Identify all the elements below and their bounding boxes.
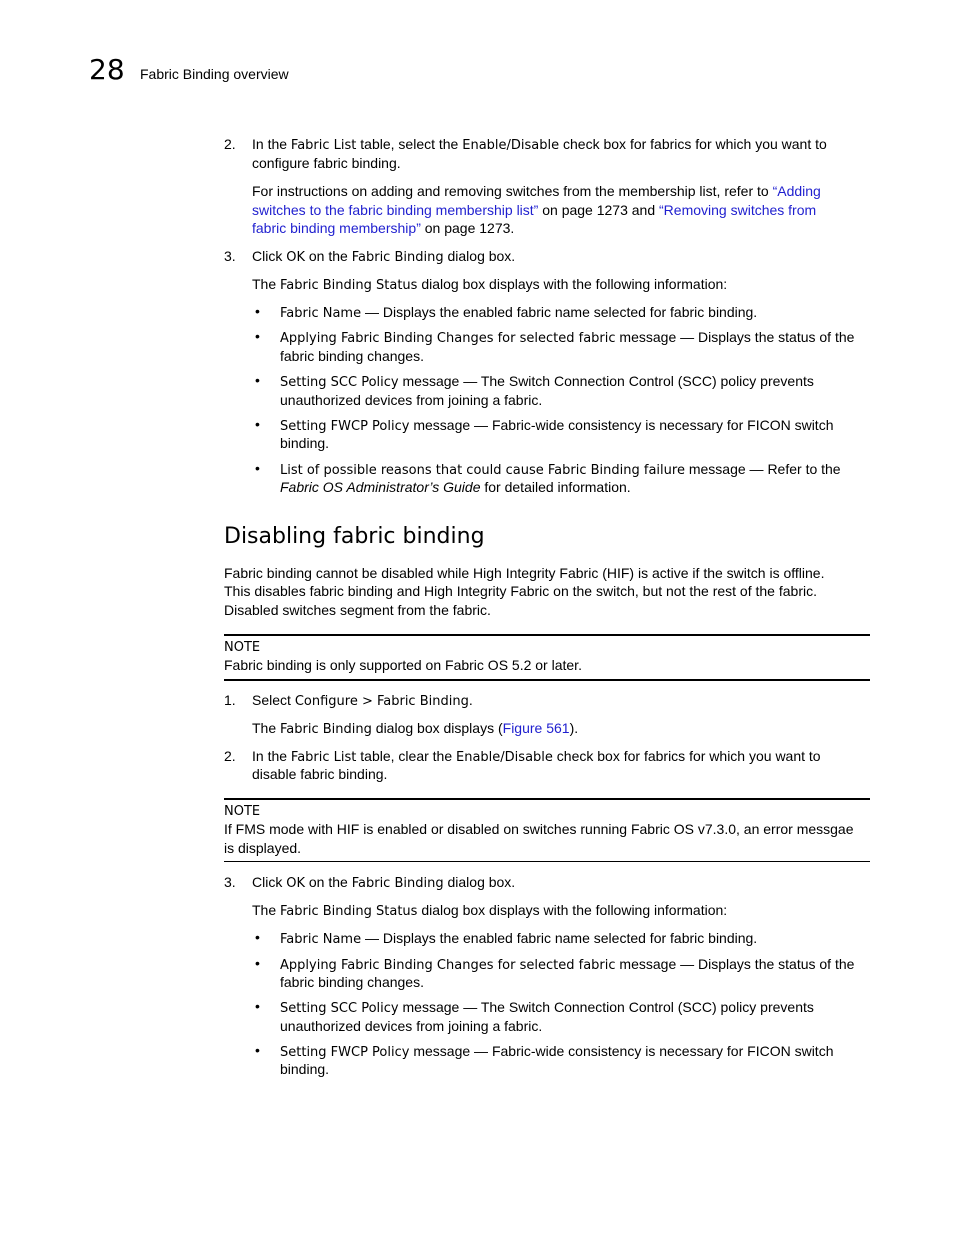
bullet: • [255, 998, 260, 1014]
bullet: • [255, 303, 260, 319]
paragraph: Disabled switches segment from the fabric. [224, 602, 491, 618]
bullet-text: Applying Fabric Binding Changes for selected fabric message — Displays the status of the [280, 956, 855, 973]
bullet: • [255, 929, 260, 945]
paragraph: For instructions on adding and removing switches from the membership list, refer to “Adding [252, 183, 821, 199]
note-text: If FMS mode with HIF is enabled or disabled on switches running Fabric OS v7.3.0, an error messgae [224, 821, 854, 837]
bullet-text: Fabric Name — Displays the enabled fabric name selected for fabric binding. [280, 930, 758, 947]
step-text: In the Fabric List table, select the Enable/Disable check box for fabrics for which you want to [252, 136, 827, 153]
bullet-text: Fabric Name — Displays the enabled fabric name selected for fabric binding. [280, 304, 758, 321]
bullet-text: unauthorized devices from joining a fabric. [280, 392, 543, 408]
bullet-text: Applying Fabric Binding Changes for selected fabric message — Displays the status of the [280, 329, 855, 346]
bullet-text: unauthorized devices from joining a fabric. [280, 1018, 543, 1034]
bullet: • [255, 955, 260, 971]
note-text: Fabric binding is only supported on Fabric OS 5.2 or later. [224, 657, 582, 673]
bullet-text: binding. [280, 1061, 330, 1077]
step-text: disable fabric binding. [252, 766, 388, 782]
bullet: • [255, 372, 260, 388]
paragraph: This disables fabric binding and High Integrity Fabric on the switch, but not the rest of the fabric. [224, 583, 817, 599]
note-rule-bottom [224, 679, 870, 681]
link-removing-switches[interactable]: fabric binding membership” [252, 220, 421, 236]
step-number: 2. [224, 136, 236, 152]
note-label: NOTE [224, 804, 261, 819]
bullet-text: Fabric OS Administrator’s Guide for detailed information. [280, 479, 631, 495]
paragraph: Fabric binding cannot be disabled while High Integrity Fabric (HIF) is active if the switch is offline. [224, 565, 825, 581]
bullet-text: List of possible reasons that could cause Fabric Binding failure message — Refer to the [280, 461, 841, 478]
bullet-text: Setting FWCP Policy message — Fabric-wide consistency is necessary for FICON switch [280, 417, 834, 434]
bullet-text: binding. [280, 435, 330, 451]
link-removing-switches[interactable]: “Removing switches from [659, 202, 817, 218]
step-number: 3. [224, 248, 236, 264]
note-rule-top [224, 634, 870, 636]
bullet: • [255, 460, 260, 476]
bullet-text: Setting FWCP Policy message — Fabric-wide consistency is necessary for FICON switch [280, 1043, 834, 1060]
bullet-text: fabric binding changes. [280, 974, 424, 990]
bullet-text: Setting SCC Policy message — The Switch Connection Control (SCC) policy prevents [280, 373, 814, 390]
note-rule-bottom [224, 861, 870, 862]
bullet: • [255, 1042, 260, 1058]
link-adding-switches[interactable]: switches to the fabric binding membership list” [252, 202, 539, 218]
step-number: 3. [224, 874, 236, 890]
note-rule-top [224, 798, 870, 800]
bullet: • [255, 328, 260, 344]
step-number: 1. [224, 692, 236, 708]
paragraph: The Fabric Binding dialog box displays (Figure 561). [252, 720, 579, 737]
note-text: is displayed. [224, 840, 302, 856]
note-label: NOTE [224, 640, 261, 655]
paragraph: fabric binding membership” on page 1273. [252, 220, 515, 236]
chapter-number: 28 [89, 53, 125, 86]
step-text: Click OK on the Fabric Binding dialog box. [252, 874, 516, 891]
paragraph: The Fabric Binding Status dialog box displays with the following information: [252, 276, 728, 293]
step-text: Click OK on the Fabric Binding dialog box. [252, 248, 516, 265]
paragraph: The Fabric Binding Status dialog box displays with the following information: [252, 902, 728, 919]
paragraph: switches to the fabric binding membership list” on page 1273 and “Removing switches from [252, 202, 817, 218]
bullet-text: Setting SCC Policy message — The Switch Connection Control (SCC) policy prevents [280, 999, 814, 1016]
step-number: 2. [224, 748, 236, 764]
link-figure-561[interactable]: Figure 561 [502, 720, 570, 736]
bullet-text: fabric binding changes. [280, 348, 424, 364]
step-text: In the Fabric List table, clear the Enable/Disable check box for fabrics for which you want to [252, 748, 821, 765]
link-adding-switches[interactable]: “Adding [772, 183, 821, 199]
bullet: • [255, 416, 260, 432]
step-text: Select Configure > Fabric Binding. [252, 692, 473, 709]
section-heading: Disabling fabric binding [224, 524, 485, 549]
step-text: configure fabric binding. [252, 155, 401, 171]
running-title: Fabric Binding overview [140, 66, 289, 82]
